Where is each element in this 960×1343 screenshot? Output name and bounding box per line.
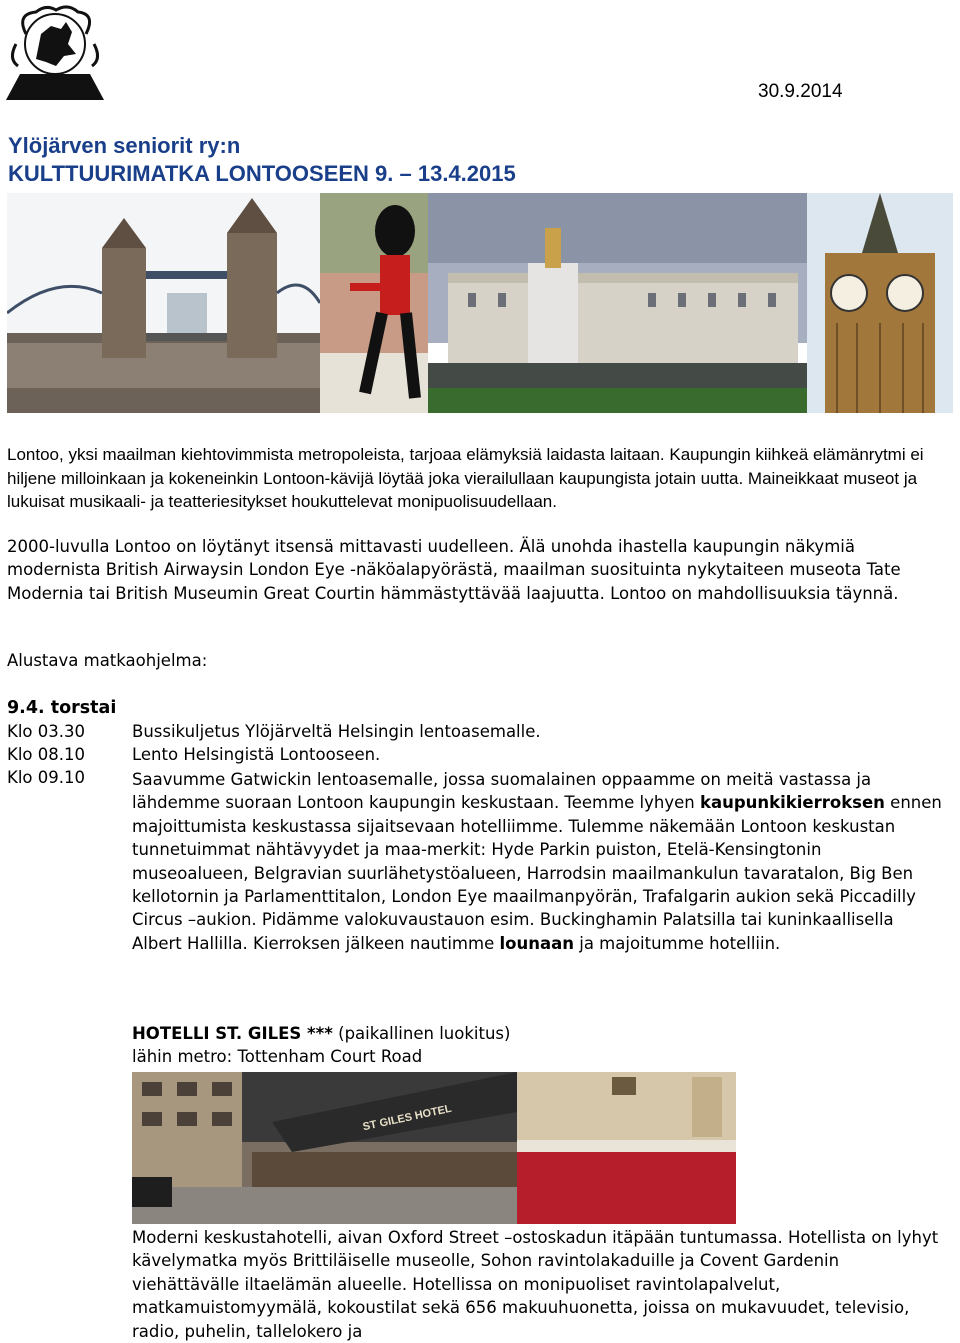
big-ben-photo xyxy=(807,193,953,413)
day-heading: 9.4. torstai xyxy=(7,698,117,718)
organizer-title: Ylöjärven seniorit ry:n xyxy=(8,133,241,158)
arrival-text: Saavumme Gatwickin lentoasemalle, jossa suomalainen oppaamme on meitä vastassa ja lähdemme suoraan Lontoon kaupungin keskustaan. Teemme lyhyen xyxy=(132,770,872,813)
royal-guard-photo xyxy=(320,193,428,413)
hotel-description: Moderni keskustahotelli, aivan Oxford Street –ostoskadun itäpään tuntumassa. Hotellista on lyhyt kävelymatka myös Brittiläiselle museolle, Sohon ravintolakaduille ja Covent Gardenin viehättävälle iltaelämän alueelle. Hotellissa on monipuoliset ravintolapalvelut, matkamuistomyymälä, kokoustilat sekä 656 makuuhuonetta, joissa on mukavuudet, televisio, radio, puhelin, tallelokero ja xyxy=(132,1228,939,1341)
program-heading: Alustava matkaohjelma: xyxy=(7,651,208,670)
schedule-activity: Bussikuljetus Ylöjärveltä Helsingin lentoasemalle. xyxy=(132,722,541,741)
hotel-photos xyxy=(132,1072,736,1224)
trip-title: KULTTUURIMATKA LONTOOSEEN 9. – 13.4.2015 xyxy=(8,161,516,186)
schedule-time: Klo 03.30 xyxy=(7,722,85,741)
hotel-exterior-photo xyxy=(132,1072,736,1224)
city-tour-highlight: kaupunkikierroksen xyxy=(699,793,885,813)
logo xyxy=(6,4,104,102)
schedule-time: Klo 09.10 xyxy=(7,768,85,787)
schedule-time: Klo 08.10 xyxy=(7,745,85,764)
document-date: 30.9.2014 xyxy=(758,81,843,102)
hotel-heading xyxy=(132,1024,510,1043)
buckingham-palace-photo xyxy=(428,193,807,413)
lunch-highlight: lounaan xyxy=(499,933,574,953)
lion-emblem-icon xyxy=(6,4,104,102)
intro-paragraph: Lontoo, yksi maailman kiehtovimmista metropoleista, tarjoaa elämyksiä laidasta laitaan. Kaupungin kiihkeä elämänrytmi ei hiljene milloinkaan ja kokeneinkin Lontoon-kävijä löytää joka vierailullaan kaupungista jotain uutta. Maineikkaat museot ja lukuisat musikaali- ja teatteriesitykset houkuttelevat monipuolisuudellaan. xyxy=(7,445,924,511)
schedule-activity: Lento Helsingistä Lontooseen. xyxy=(132,745,381,764)
hotel-metro: lähin metro: Tottenham Court Road xyxy=(132,1047,423,1066)
arrival-description xyxy=(132,768,942,955)
hotel-rating-note: (paikallinen luokitus) xyxy=(332,1024,511,1043)
tower-bridge-photo xyxy=(7,193,320,413)
city-tour-text: ennen majoittumista keskustassa sijaitsevaan hotelliimme. Tulemme näkemään Lontoon keskustan tunnetuimmat nähtävyydet ja maa-merkit: Hyde Parkin puiston, Etelä-Kensingtonin museoalueen, Belgravian suurlähetystöalueen, Harrodsin maailmankulun tavaratalon, Big Ben kellotornin ja Parlamenttitalon, London Eye maailmanpyörän, Trafalgarin aukion sekä Piccadilly Circus –aukion. Pidämme valokuvaustauon esim. Buckinghamin Palatsilla tai kuninkaallisella Albert Hallilla. Kierroksen jälkeen nautimme xyxy=(132,793,942,953)
accommodation-text: ja majoitumme hotelliin. xyxy=(573,933,781,953)
hotel-name: HOTELLI ST. GILES *** xyxy=(132,1024,333,1043)
intro-paragraph-2: 2000-luvulla Lontoo on löytänyt itsensä mittavasti uudelleen. Älä unohda ihastella kaupungin näkymiä modernista British Airwaysin London Eye -näköalapyörästä, maailman suosituinta nykytaiteen museota Tate Modernia tai British Museumin Great Courtin hämmästyttävää laajuutta. Lontoo on mahdollisuuksia täynnä. xyxy=(7,537,901,603)
hotel-sign: ST GILES HOTEL xyxy=(361,1102,453,1134)
